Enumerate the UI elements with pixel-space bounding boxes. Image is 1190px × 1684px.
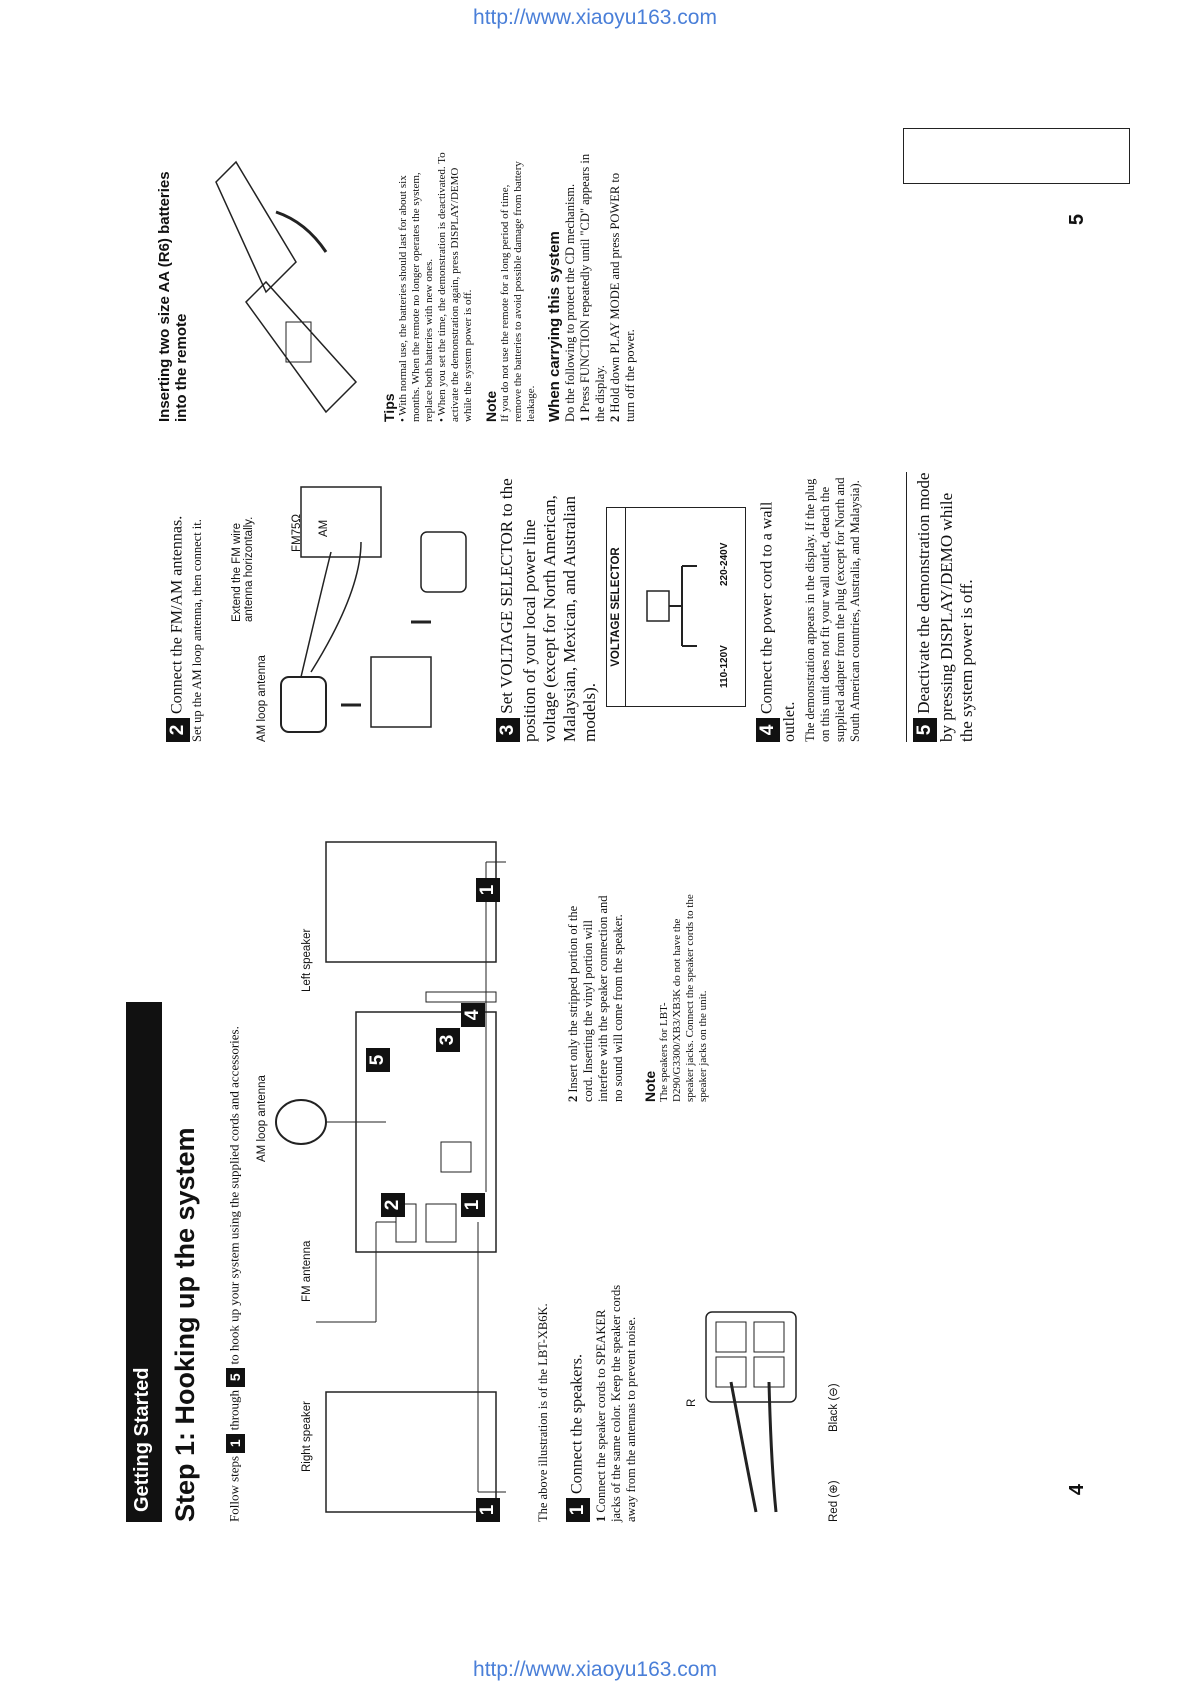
step5-text: Deactivate the demonstration mode by pressing DISPLAY/DEMO while the system power is off. xyxy=(913,472,976,742)
section-header: Getting Started xyxy=(126,1002,162,1522)
carrying-text: Do the following to protect the CD mechanism. xyxy=(563,183,577,422)
step4-title: Connect the power cord to a wall outlet. xyxy=(758,501,798,742)
watermark-bottom-url: http://www.xiaoyu163.com xyxy=(473,1658,717,1681)
am-loop-label: AM loop antenna xyxy=(256,655,268,742)
left-speaker-label: Left speaker xyxy=(301,928,313,992)
step2-block xyxy=(166,482,205,742)
remote-battery-illustration xyxy=(206,142,376,422)
step-marker: 5 xyxy=(226,1368,245,1387)
step3-block xyxy=(496,472,600,742)
am-jack-label: AM xyxy=(318,519,330,537)
step3-text: Set VOLTAGE SELECTOR to the position of your local power line voltage (except for North American, Malaysian, Mexican, and Australian models). xyxy=(496,478,599,742)
right-speaker-label: Right speaker xyxy=(301,1401,313,1472)
diagram-lines xyxy=(266,832,516,1522)
speaker-r-mark: R xyxy=(686,1398,698,1407)
black-terminal-label: Black (⊖) xyxy=(828,1383,840,1432)
carrying-item2: Hold down PLAY MODE and press POWER to turn off the power. xyxy=(608,172,637,422)
am-antenna-label: AM loop antenna xyxy=(256,1075,268,1162)
step5-number: 5 xyxy=(913,718,937,742)
fm-antenna-label: FM antenna xyxy=(301,1240,313,1302)
battery-title: Inserting two size AA (R6) batteries into the remote xyxy=(156,171,190,422)
carrying-title: When carrying this system xyxy=(546,231,563,422)
step1-title: Connect the speakers. xyxy=(568,1354,586,1494)
watermark-top-url: http://www.xiaoyu163.com xyxy=(473,6,717,29)
voltage-selector-title: VOLTAGE SELECTOR xyxy=(607,508,626,706)
note-title: Note xyxy=(642,1070,658,1102)
page-number-right: 5 xyxy=(1066,213,1089,226)
step1-item2-block: 2 Insert only the stripped portion of the cord. Inserting the vinyl portion will interfere with the speaker connection and no sound will come from the speaker. Note The speakers for LBT-D290/G3300/XB3/XB3K do not have the speaker jacks. Connect the speaker cords to the speaker jacks on the unit. xyxy=(566,892,710,1102)
step4-text: The demonstration appears in the display. If the plug on this unit does not fit your wall outlet, detach the supplied adapter from the plug (except for North and South American countries, Australia, and Malaysia). xyxy=(803,477,862,742)
step3-number: 3 xyxy=(496,718,520,742)
voltage-option-1: 110-120V xyxy=(719,645,730,688)
page-number-left: 4 xyxy=(1066,1483,1089,1496)
page-title: Step 1: Hooking up the system xyxy=(170,1127,200,1522)
step-marker: 1 xyxy=(226,1434,245,1453)
diagram-marker-2: 2 xyxy=(381,1193,405,1217)
tip-1: • With normal use, the batteries should last for about six months. When the remote no longer operates the system, replace both batteries with new ones. xyxy=(397,172,435,422)
step5-block xyxy=(906,472,977,742)
fm-extend-label: Extend the FM wire antenna horizontally. xyxy=(231,516,255,622)
voltage-selector-box xyxy=(606,507,746,707)
red-terminal-label: Red (⊕) xyxy=(828,1480,840,1522)
note2-text: If you do not use the remote for a long period of time, remove the batteries to avoid possible damage from battery leakage. xyxy=(499,161,537,422)
tips-block: Tips • With normal use, the batteries should last for about six months. When the remote no longer operates the system, replace both batteries with new ones. • When you set the time, the demonstration is deactivated. To activate the demonstration again, press DISPLAY/DEMO while the system power is off. Note If you do not use the remote for a long period of time, remove the batteries to avoid possible damage from battery leakage. When carrying this system Do the following to protect the CD mechanism. 1 Press FUNCTION repeatedly until "CD" appears in the display. 2 Hold down PLAY MODE and press POWER to turn off the power. xyxy=(381,152,637,422)
diagram-caption: The above illustration is of the LBT-XB6K. xyxy=(536,1303,550,1522)
diagram-marker-4: 4 xyxy=(461,1003,485,1027)
connection-diagram xyxy=(256,832,516,1522)
step1-item1: Connect the speaker cords to SPEAKER jacks of the same color. Keep the speaker cords away from the antennas to prevent noise. xyxy=(594,1284,638,1522)
tips-title: Tips xyxy=(381,393,397,422)
carrying-item1: Press FUNCTION repeatedly until "CD" appears in the display. xyxy=(578,153,607,422)
tip-2: • When you set the time, the demonstration is deactivated. To activate the demonstration again, press DISPLAY/DEMO while the system power is off. xyxy=(436,152,474,422)
step2-text: Set up the AM loop antenna, then connect it. xyxy=(190,519,204,742)
diagram-marker-1c: 1 xyxy=(476,878,500,902)
intro-text: Follow steps 1 through 5 to hook up your system using the supplied cords and accessories. xyxy=(226,1026,243,1522)
diagram-marker-5: 5 xyxy=(366,1048,390,1072)
step2-number: 2 xyxy=(166,718,190,742)
diagram-marker-3: 3 xyxy=(436,1028,460,1052)
speaker-jack-illustration xyxy=(686,1292,826,1522)
step1-item2: Insert only the stripped portion of the cord. Inserting the vinyl portion will interfere with the speaker connection and no sound will come from the speaker. xyxy=(566,895,625,1102)
step4-block xyxy=(756,472,863,742)
voltage-option-2: 220-240V xyxy=(719,542,730,586)
manual-spread xyxy=(126,124,1106,1522)
step4-number: 4 xyxy=(756,718,780,742)
note2-title: Note xyxy=(483,390,499,422)
diagram-marker-1b: 1 xyxy=(461,1193,485,1217)
selector-switch xyxy=(642,546,712,666)
note-text: The speakers for LBT-D290/G3300/XB3/XB3K do not have the speaker jacks. Connect the speaker cords to the speaker jacks on the unit. xyxy=(658,894,709,1102)
diagram-marker-1: 1 xyxy=(476,1498,500,1522)
step2-title: Connect the FM/AM antennas. xyxy=(168,515,186,714)
antenna-illustration xyxy=(271,472,491,742)
step1-number: 1 xyxy=(566,1498,590,1522)
fm-jack-label: FM75Ω xyxy=(291,514,303,552)
step1-block: 1 Connect the speakers. 1 Connect the speaker cords to SPEAKER jacks of the same color. Keep the speaker cords away from the antennas to prevent noise. xyxy=(567,1284,638,1522)
